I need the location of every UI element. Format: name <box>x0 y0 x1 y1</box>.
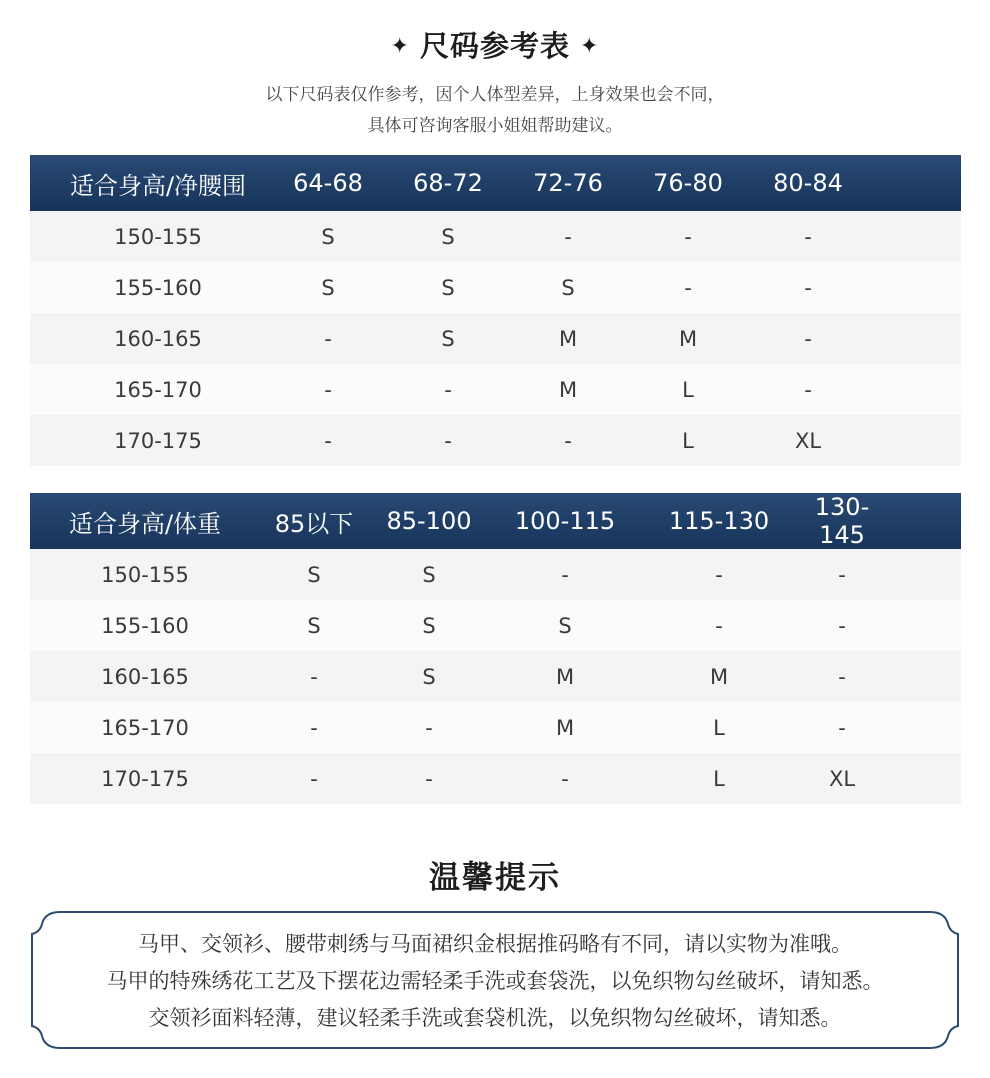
height-range-cell: 170-175 <box>101 766 189 791</box>
size-cell: M <box>678 326 698 351</box>
page-title-text: 尺码参考表 <box>419 29 570 63</box>
table-row <box>30 702 961 753</box>
size-cell: - <box>804 377 812 402</box>
size-cell: - <box>444 428 452 453</box>
height-range-cell: 160-165 <box>114 326 202 351</box>
header-size-range: 100-115 <box>514 507 616 535</box>
size-cell: - <box>838 613 846 638</box>
size-cell: S <box>558 613 572 638</box>
size-cell: L <box>682 377 694 402</box>
size-cell: L <box>682 428 694 453</box>
header-size-range: 80-84 <box>773 169 843 197</box>
size-cell: - <box>715 613 723 638</box>
table-row <box>30 313 961 364</box>
size-cell: S <box>422 613 436 638</box>
weight-size-table <box>30 493 961 804</box>
size-cell: - <box>684 224 692 249</box>
table-row <box>30 600 961 651</box>
size-cell: - <box>324 428 332 453</box>
size-cell: - <box>324 377 332 402</box>
header-label: 适合身高/体重 <box>68 509 222 538</box>
height-range-cell: 165-170 <box>114 377 202 402</box>
star-icon: ✦ <box>390 34 410 59</box>
header-size-range: 72-76 <box>533 169 603 197</box>
size-cell: M <box>555 715 575 740</box>
size-cell: S <box>441 275 455 300</box>
size-cell: - <box>425 766 433 791</box>
size-cell: - <box>838 664 846 689</box>
table-row <box>30 549 961 600</box>
height-range-cell: 160-165 <box>101 664 189 689</box>
size-cell: - <box>425 715 433 740</box>
size-cell: - <box>324 326 332 351</box>
size-cell: - <box>684 275 692 300</box>
size-cell: - <box>838 715 846 740</box>
size-cell: S <box>441 224 455 249</box>
tips-lines <box>30 926 960 1037</box>
size-cell: S <box>422 664 436 689</box>
tips-title: 温馨提示 <box>429 860 561 896</box>
size-cell: - <box>804 326 812 351</box>
height-range-cell: 155-160 <box>114 275 202 300</box>
size-cell: S <box>307 613 321 638</box>
header-size-range: 85-100 <box>386 507 472 535</box>
size-cell: - <box>838 562 846 587</box>
size-cell: - <box>564 224 572 249</box>
size-cell: L <box>713 766 725 791</box>
header-size-range: 115-130 <box>668 507 770 535</box>
tips-line: 马甲、交领衫、腰带刺绣与马面裙织金根据推码略有不同，请以实物为准哦。 <box>138 932 852 956</box>
table-row <box>30 753 961 804</box>
table-row <box>30 262 961 313</box>
size-cell: L <box>713 715 725 740</box>
size-cell: M <box>558 326 578 351</box>
header-label: 适合身高/净腰围 <box>69 171 247 200</box>
subtitle-line-1: 以下尺码表仅作参考，因个人体型差异，上身效果也会不同， <box>265 85 725 105</box>
table-row <box>30 415 961 466</box>
height-range-cell: 170-175 <box>114 428 202 453</box>
waist-size-table <box>30 155 961 466</box>
header-size-range: 130-145 <box>814 493 870 549</box>
size-cell: S <box>321 224 335 249</box>
size-cell: S <box>561 275 575 300</box>
size-cell: - <box>561 562 569 587</box>
table-header-row <box>30 493 961 549</box>
height-range-cell: 150-155 <box>101 562 189 587</box>
header-size-range: 68-72 <box>413 169 483 197</box>
size-cell: XL <box>794 428 822 453</box>
size-cell: - <box>444 377 452 402</box>
size-cell: M <box>558 377 578 402</box>
star-icon: ✦ <box>580 34 600 59</box>
size-cell: - <box>804 224 812 249</box>
header-size-range: 76-80 <box>653 169 723 197</box>
size-cell: - <box>804 275 812 300</box>
height-range-cell: 155-160 <box>101 613 189 638</box>
size-cell: M <box>709 664 729 689</box>
size-cell: - <box>310 715 318 740</box>
page-title <box>0 24 990 65</box>
table-row <box>30 211 961 262</box>
size-cell: - <box>715 562 723 587</box>
size-cell: S <box>422 562 436 587</box>
tips-box <box>30 910 960 1050</box>
table-row <box>30 651 961 702</box>
size-cell: XL <box>828 766 856 791</box>
size-cell: M <box>555 664 575 689</box>
size-cell: S <box>307 562 321 587</box>
table-row <box>30 364 961 415</box>
height-range-cell: 150-155 <box>114 224 202 249</box>
tips-line: 马甲的特殊绣花工艺及下摆花边需轻柔手洗或套袋洗，以免织物勾丝破坏，请知悉。 <box>106 969 884 993</box>
subtitle-line-2: 具体可咨询客服小姐姐帮助建议。 <box>367 116 623 136</box>
size-cell: - <box>310 664 318 689</box>
tips-line: 交领衫面料轻薄，建议轻柔手洗或套袋机洗，以免织物勾丝破坏，请知悉。 <box>148 1006 842 1030</box>
size-cell: S <box>321 275 335 300</box>
table-header-row <box>30 155 961 211</box>
size-cell: - <box>561 766 569 791</box>
header-size-range: 64-68 <box>293 169 363 197</box>
size-cell: S <box>441 326 455 351</box>
header-size-range: 85以下 <box>274 509 354 538</box>
height-range-cell: 165-170 <box>101 715 189 740</box>
size-cell: - <box>564 428 572 453</box>
size-cell: - <box>310 766 318 791</box>
